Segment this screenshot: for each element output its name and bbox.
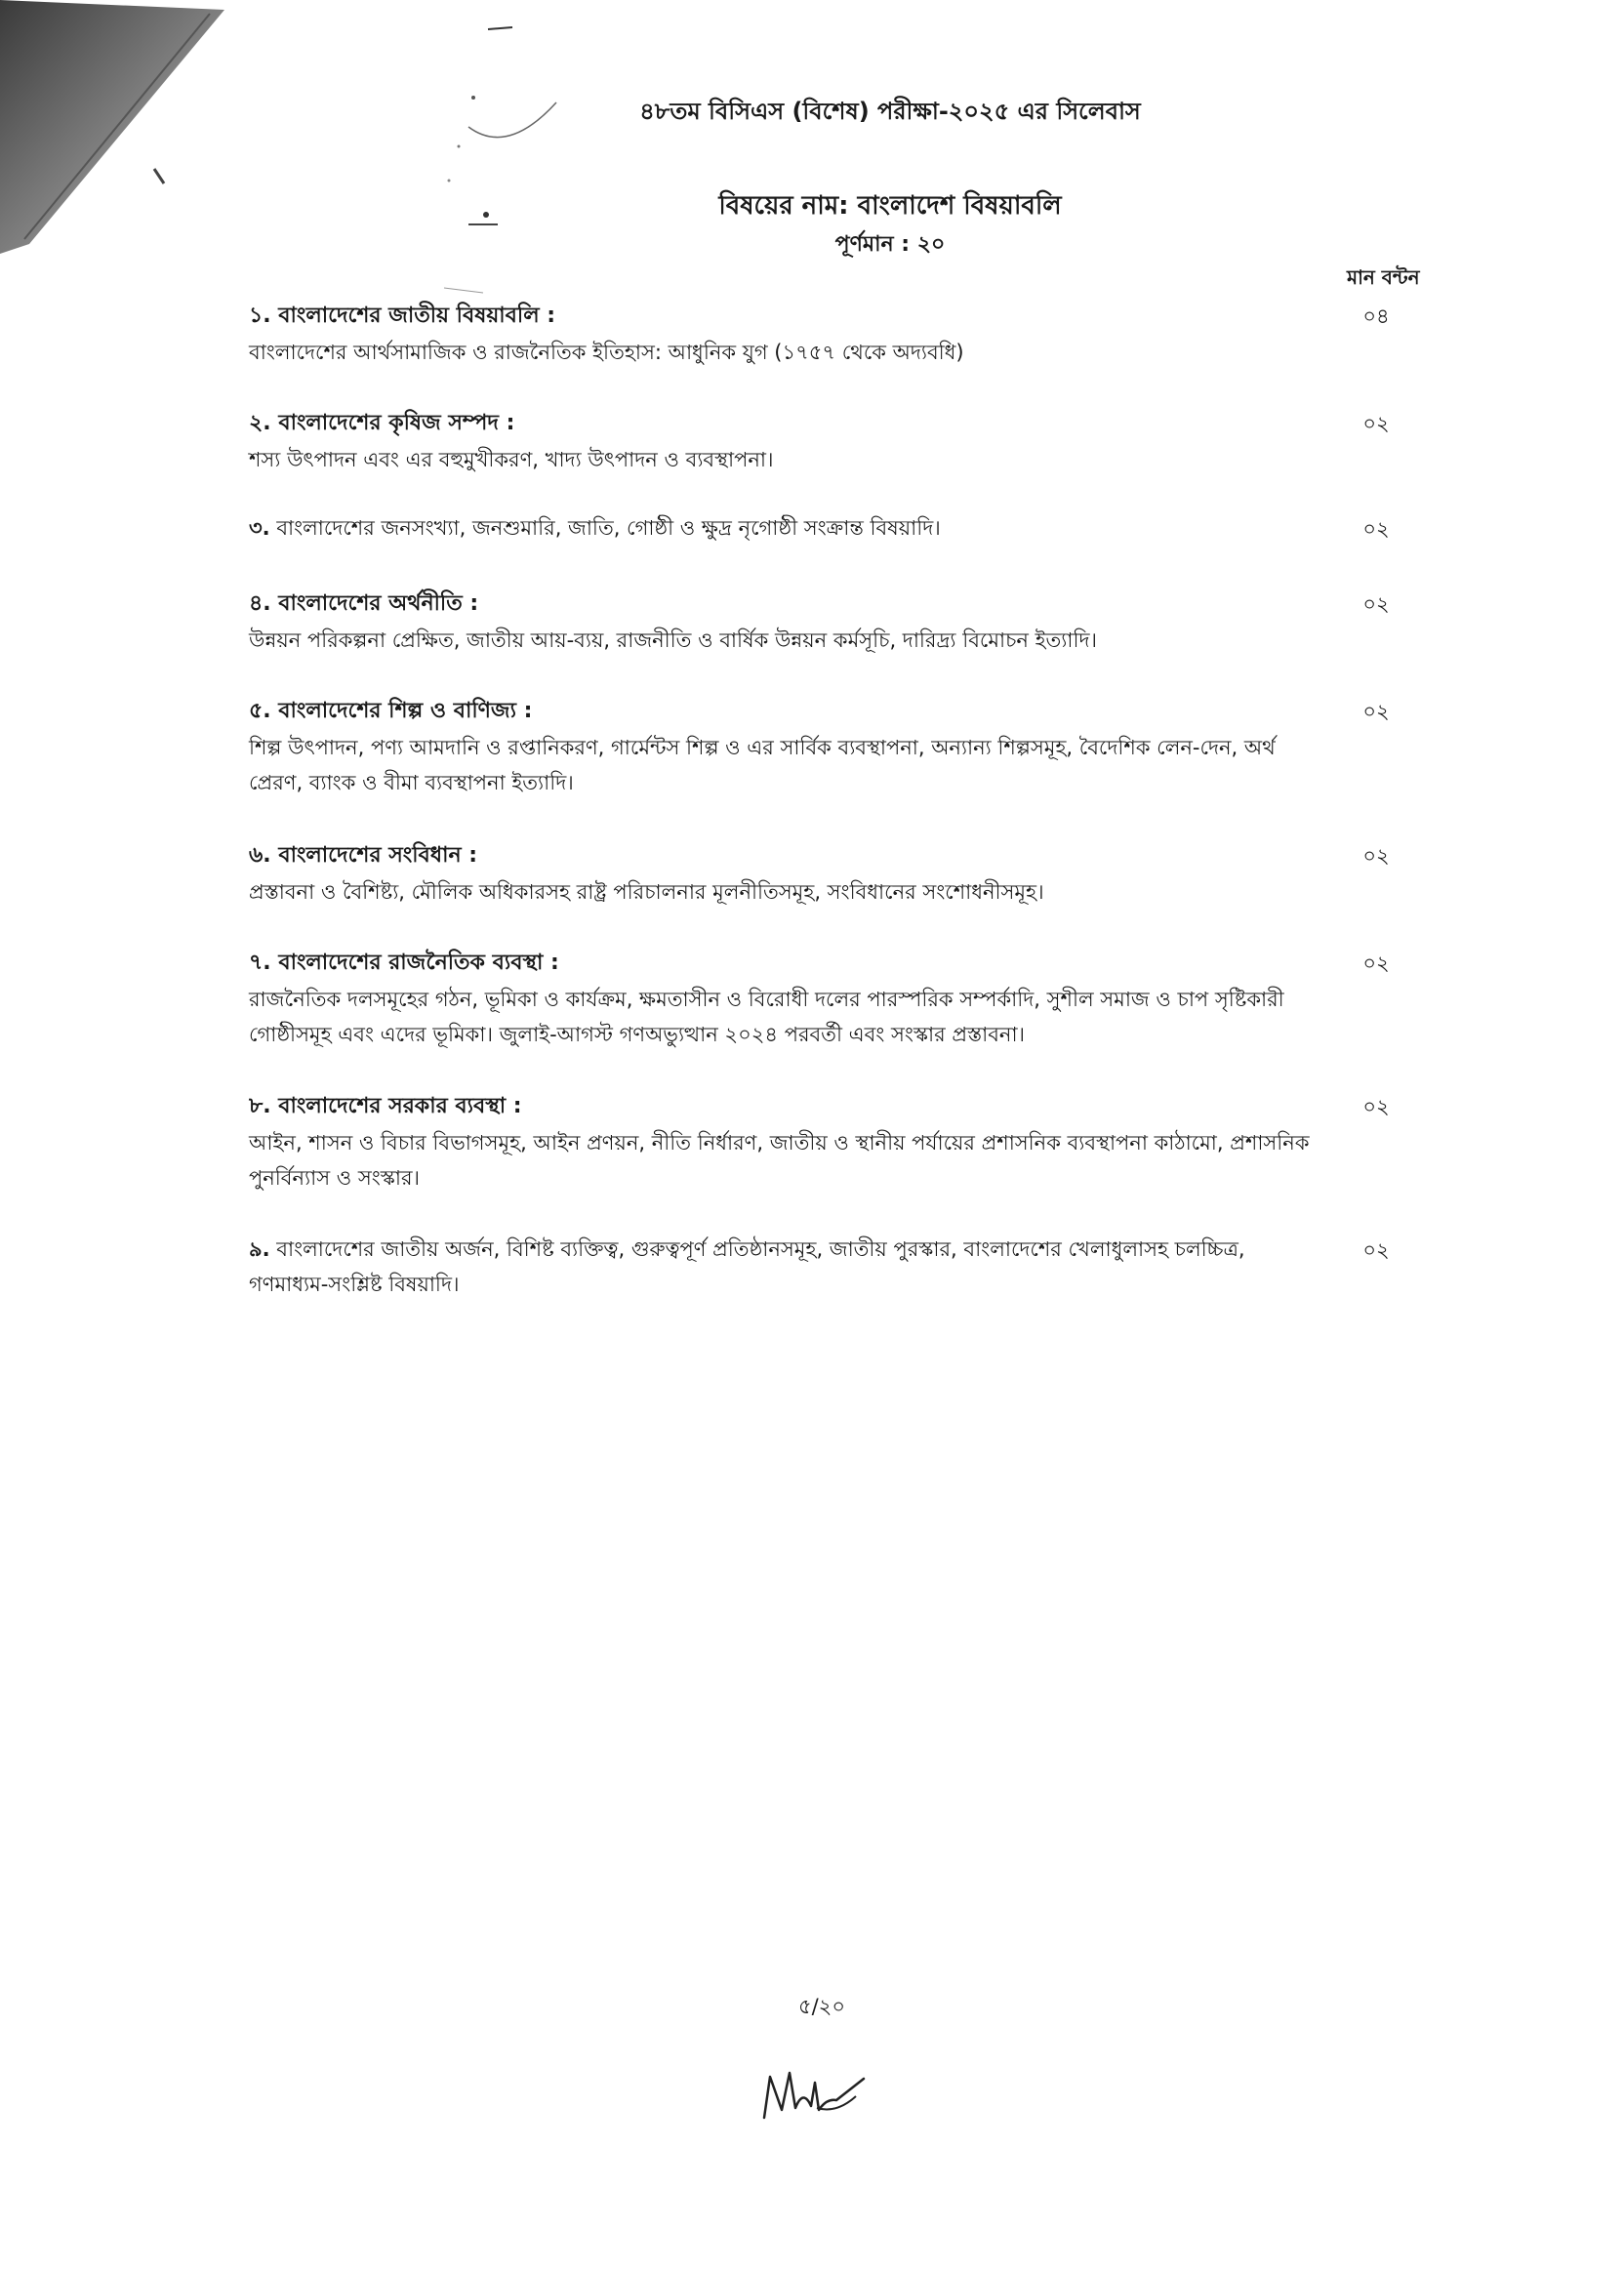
section-5 (249, 693, 1420, 800)
section-3 (249, 510, 1420, 546)
section-marks: ০৪ (1362, 304, 1390, 328)
subject-title: বিষয়ের নাম: বাংলাদেশ বিষয়াবলি (718, 191, 1062, 221)
section-heading: ৮. বাংলাদেশের সরকার ব্যবস্থা : (249, 1094, 522, 1118)
section-7 (249, 945, 1420, 1052)
section-2 (249, 405, 1420, 477)
scan-noise (429, 20, 566, 312)
section-body: বাংলাদেশের জাতীয় অর্জন, বিশিষ্ট ব্যক্তিত্ব, গুরুত্বপূর্ণ প্রতিষ্ঠানসমূহ, জাতীয় পুরস্কার, বাংলাদেশের খেলাধুলাসহ চলচ্চিত্র, গণমাধ্যম-সংশ্লিষ্ট বিষয়াদি। (249, 1237, 1245, 1296)
section-marks: ০২ (1362, 1095, 1390, 1118)
section-heading: ৪. বাংলাদেশের অর্থনীতি : (249, 591, 479, 616)
section-marks: ০২ (1362, 844, 1390, 868)
section-9 (249, 1232, 1420, 1302)
section-heading: ২. বাংলাদেশের কৃষিজ সম্পদ : (249, 411, 515, 435)
section-body: বাংলাদেশের জনসংখ্যা, জনশুমারি, জাতি, গোষ্ঠী ও ক্ষুদ্র নৃগোষ্ঠী সংক্রান্ত বিষয়াদি। (276, 516, 941, 540)
section-1 (249, 298, 1420, 370)
section-marks: ০২ (1362, 517, 1390, 541)
document-title: ৪৮তম বিসিএস (বিশেষ) পরীক্ষা-২০২৫ এর সিলেবাস (639, 98, 1141, 125)
section-body: আইন, শাসন ও বিচার বিভাগসমূহ, আইন প্রণয়ন, নীতি নির্ধারণ, জাতীয় ও স্থানীয় পর্যায়ের প্রশাসনিক ব্যবস্থাপনা কাঠামো, প্রশাসনিক পুনর্বিন্যাস ও সংস্কার। (249, 1131, 1310, 1190)
section-body: উন্নয়ন পরিকল্পনা প্রেক্ষিত, জাতীয় আয়-ব্যয়, রাজনীতি ও বার্ষিক উন্নয়ন কর্মসূচি, দারিদ্র্য বিমোচন ইত্যাদি। (249, 628, 1098, 652)
section-8 (249, 1088, 1420, 1195)
signature-mark (756, 2049, 873, 2127)
section-body: বাংলাদেশের আর্থসামাজিক ও রাজনৈতিক ইতিহাস: আধুনিক যুগ (১৭৫৭ থেকে অদ্যবধি) (249, 341, 964, 364)
section-text (249, 510, 1322, 546)
page-number: ৫/২০ (797, 1995, 845, 2018)
full-marks: পূর্ণমান : ২০ (834, 232, 946, 257)
section-number: ৩. (249, 516, 270, 540)
section-marks: ০২ (1362, 412, 1390, 435)
section-body: শস্য উৎপাদন এবং এর বহুমুখীকরণ, খাদ্য উৎপাদন ও ব্যবস্থাপনা। (249, 448, 774, 471)
section-body: প্রস্তাবনা ও বৈশিষ্ট্য, মৌলিক অধিকারসহ রাষ্ট্র পরিচালনার মূলনীতিসমূহ, সংবিধানের সংশোধনীসমূহ। (249, 880, 1044, 904)
section-heading: ৭. বাংলাদেশের রাজনৈতিক ব্যবস্থা : (249, 951, 559, 975)
section-marks: ০২ (1362, 1238, 1390, 1262)
section-heading: ৫. বাংলাদেশের শিল্প ও বাণিজ্য : (249, 699, 533, 723)
section-4 (249, 586, 1420, 658)
section-body: রাজনৈতিক দলসমূহের গঠন, ভূমিকা ও কার্যক্রম, ক্ষমতাসীন ও বিরোধী দলের পারস্পরিক সম্পর্কাদি, সুশীল সমাজ ও চাপ সৃষ্টিকারী গোষ্ঠীসমূহ এবং এদের ভূমিকা। জুলাই-আগস্ট গণঅভ্যুত্থান ২০২৪ পরবর্তী এবং সংস্কার প্রস্তাবনা। (249, 988, 1284, 1046)
section-marks: ০২ (1362, 592, 1390, 616)
section-number: ৯. (249, 1237, 270, 1261)
section-marks: ০২ (1362, 700, 1390, 723)
section-text (249, 1232, 1322, 1302)
section-body: শিল্প উৎপাদন, পণ্য আমদানি ও রপ্তানিকরণ, গার্মেন্টস শিল্প ও এর সার্বিক ব্যবস্থাপনা, অন্যান্য শিল্পসমূহ, বৈদেশিক লেন-দেন, অর্থ প্রেরণ, ব্যাংক ও বীমা ব্যবস্থাপনা ইত্যাদি। (249, 736, 1276, 794)
section-heading: ৬. বাংলাদেশের সংবিধান : (249, 843, 478, 868)
section-heading: ১. বাংলাদেশের জাতীয় বিষয়াবলি : (249, 304, 556, 328)
marks-column-header: মান বন্টন (1347, 265, 1420, 289)
section-marks: ০২ (1362, 952, 1390, 975)
section-6 (249, 837, 1420, 910)
